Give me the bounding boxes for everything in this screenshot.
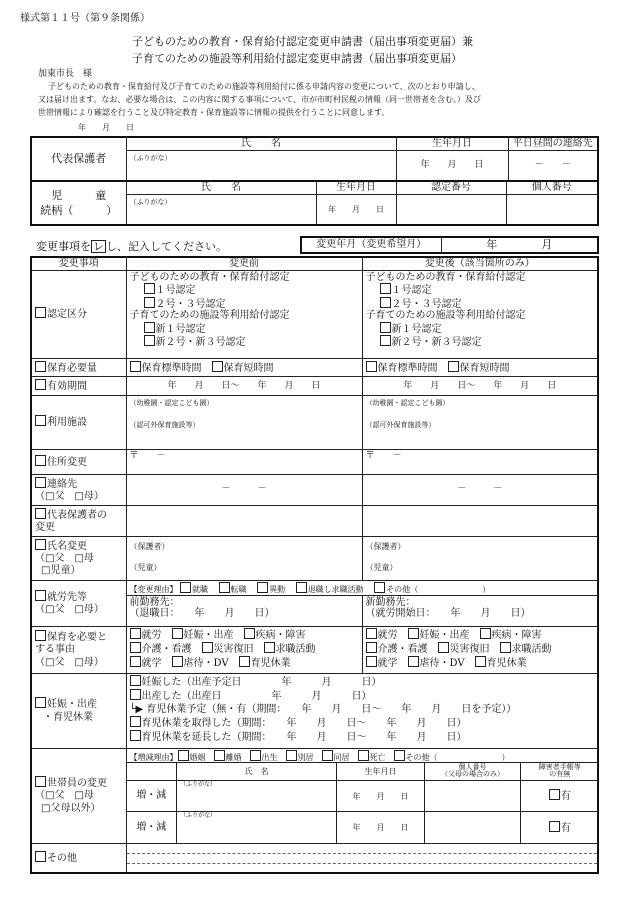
checkbox[interactable]	[380, 335, 391, 346]
work-label: 就労先等	[47, 592, 87, 604]
guardian-contact-field[interactable]: － －	[508, 150, 598, 181]
checkbox[interactable]	[144, 335, 155, 346]
guardian-name-field[interactable]	[126, 150, 396, 181]
change-date-label: 変更年月（変更希望月）	[301, 237, 441, 253]
hoiku-need-before: 保育標準時間 保育短時間	[126, 358, 362, 377]
table-row	[127, 812, 599, 843]
checkbox[interactable]	[35, 307, 46, 318]
validity-item[interactable]	[31, 377, 126, 396]
checkbox[interactable]	[35, 361, 46, 372]
checkbox[interactable]	[35, 455, 46, 466]
checkbox[interactable]	[35, 477, 46, 488]
pregnancy-label: 妊娠・出産	[47, 699, 97, 711]
pregnancy-item[interactable]	[31, 673, 126, 748]
contact-label: 連絡先	[47, 478, 77, 490]
edu-title: 子どものための教育・保育給付認定	[129, 271, 290, 283]
checkbox[interactable]	[239, 656, 250, 667]
application-date: 年 月 日	[78, 123, 134, 132]
checkbox[interactable]	[244, 628, 255, 639]
household-member-table	[127, 763, 599, 843]
intro-line-2: 又は届け出ます。なお、必要な場合は、この内容に関する事項について、市が市町村民税の情報（同一世帯者を含む。）及び	[38, 95, 482, 104]
child-dob-header: 生年月日	[316, 181, 396, 194]
need-reason-sub: （□父 □母）	[35, 656, 104, 668]
child-name-header: 氏 名	[126, 181, 316, 194]
checkbox[interactable]	[219, 582, 230, 593]
checkbox[interactable]	[130, 656, 141, 667]
instruction-check-mark: レ	[93, 240, 104, 253]
checkbox[interactable]	[322, 750, 333, 761]
household-reason-label: 【増減理由】	[129, 752, 178, 762]
other-label: その他	[47, 853, 77, 865]
checkbox[interactable]	[212, 361, 223, 372]
address-before[interactable]: 〒 －	[126, 449, 362, 474]
address-label: 住所変更	[47, 456, 87, 468]
checkbox[interactable]	[366, 628, 377, 639]
inc-dec-header	[127, 763, 177, 781]
checkbox[interactable]	[130, 361, 141, 372]
leave-plan-line: 育児休業予定（無・有（期間： 年 月 日～ 年 月 日を予定））	[146, 704, 517, 716]
name-change-sub-2: □児童）	[41, 565, 81, 576]
rep-guardian-label: 代表保護者の	[47, 509, 107, 521]
member-disability-cell[interactable]: 有	[521, 812, 599, 843]
pregnant-line: 妊娠した（出産予定日 年 月 日）	[141, 676, 382, 688]
checkbox[interactable]	[549, 789, 560, 800]
need-reason-before: 就労 妊娠・出産 疾病・障害 介護・看護 災害復旧 求職活動 就学 虐待・DV 育児休業	[126, 626, 362, 673]
rep-guardian-after[interactable]	[362, 505, 598, 536]
child-cert-field[interactable]	[396, 194, 506, 225]
rep-guardian-item[interactable]	[31, 505, 126, 536]
table-row	[127, 781, 599, 812]
guardian-name-header: 氏 名	[126, 137, 396, 150]
other-field[interactable]	[126, 843, 598, 873]
household-details	[126, 748, 598, 843]
fac-opt1[interactable]: 新１号認定	[366, 322, 595, 336]
hoiku-need-after: 保育標準時間 保育短時間	[362, 358, 598, 377]
edu-title: 子どものための教育・保育給付認定	[365, 271, 526, 283]
checkbox[interactable]	[549, 821, 560, 832]
checkbox[interactable]	[500, 642, 511, 653]
checkbox[interactable]	[130, 642, 141, 653]
col-after-header: 変更後（該当箇所のみ）	[362, 257, 598, 270]
change-date-field[interactable]: 年 月	[441, 237, 598, 253]
checkbox[interactable]	[374, 582, 385, 593]
need-reason-item[interactable]	[31, 626, 126, 673]
household-item[interactable]	[31, 748, 126, 843]
edu-opt1[interactable]: １号認定	[366, 283, 595, 297]
rep-guardian-label-2: 変更	[35, 521, 55, 533]
checkbox[interactable]	[130, 675, 141, 686]
member-id-header: 個人番号 （父母の場合のみ）	[425, 763, 521, 781]
nintei-before	[126, 270, 362, 358]
child-label	[31, 181, 126, 225]
title-line-2: 子育てのための施設等利用給付認定変更申請書（届出事項変更届）	[132, 52, 462, 65]
checkbox[interactable]	[35, 379, 46, 390]
child-dob-field[interactable]: 年 月 日	[316, 194, 396, 225]
pregnancy-details	[126, 673, 598, 748]
checkbox[interactable]	[475, 656, 486, 667]
change-date-table	[300, 236, 599, 254]
validity-before[interactable]: 年 月 日～ 年 月 日	[126, 377, 362, 396]
checkbox[interactable]	[394, 750, 405, 761]
intro-line-3: 世帯情報により確認を行うこと及び特定教育・保育施設等に情報の提供を行うことに同意します。	[38, 108, 390, 117]
name-change-before[interactable]	[126, 536, 362, 580]
change-instruction	[36, 240, 227, 253]
instruction-suffix: し、記入してください。	[106, 240, 227, 253]
checkbox[interactable]	[144, 297, 155, 308]
checkbox[interactable]	[202, 642, 213, 653]
household-sub-2: □父母以外）	[41, 802, 101, 814]
inc-dec-cell[interactable]: 増・減	[127, 781, 177, 812]
other-item[interactable]	[31, 843, 126, 873]
facility-label: 利用施設	[47, 417, 87, 429]
checkbox[interactable]	[35, 630, 46, 641]
leave-extended-line: 育児休業を延長した（期間： 年 月 日～ 年 月 日）	[141, 732, 467, 744]
guardian-label: 代表保護者	[31, 137, 126, 181]
guardian-dob-field[interactable]: 年 月 日	[396, 150, 508, 181]
work-reason-label: 【変更理由】	[129, 584, 178, 594]
need-reason-after: 就労 妊娠・出産 疾病・障害 介護・看護 災害復旧 求職活動 就学 虐待・DV 育児休業	[362, 626, 598, 673]
guardian-table	[30, 136, 599, 182]
contact-before[interactable]: － －	[126, 474, 362, 505]
address-item[interactable]	[31, 449, 126, 474]
checkbox[interactable]	[180, 582, 191, 593]
child-relation: 続柄（ ）	[40, 204, 118, 217]
facility-before[interactable]	[126, 395, 362, 449]
household-label: 世帯員の変更	[47, 777, 107, 789]
name-change-label: 氏名変更	[47, 541, 87, 552]
checkbox[interactable]	[380, 322, 391, 333]
col-before-header: 変更前	[126, 257, 362, 270]
address-after[interactable]: 〒 －	[362, 449, 598, 474]
new-employer-label: 新勤務先：	[365, 596, 416, 608]
checkbox[interactable]	[264, 642, 275, 653]
member-disability-cell[interactable]: 有	[521, 781, 599, 812]
work-item[interactable]	[31, 580, 126, 626]
member-dob-cell[interactable]: 年 月 日	[337, 812, 425, 843]
checkbox[interactable]	[35, 508, 46, 519]
furigana-label: （ふりがな）	[129, 197, 172, 206]
checkbox[interactable]	[35, 539, 46, 550]
edu-opt2[interactable]: ２号・３号認定	[130, 297, 359, 311]
member-name-header: 氏 名	[177, 763, 337, 781]
name-child-label: （児童）	[365, 562, 398, 572]
child-name-field[interactable]	[126, 194, 316, 225]
member-disability-header: 障害者手帳等 の有無	[521, 763, 599, 781]
instruction-prefix: 変更事項を	[36, 240, 91, 253]
col-item-header: 変更事項	[31, 257, 126, 270]
nintei-label: 認定区分	[47, 309, 87, 321]
child-id-header: 個人番号	[506, 181, 598, 194]
member-dob-cell[interactable]: 年 月 日	[337, 781, 425, 812]
prev-employer-label: 前勤務先：	[129, 596, 180, 608]
checkbox[interactable]	[35, 415, 46, 426]
member-id-cell[interactable]	[425, 812, 521, 843]
checkbox[interactable]	[448, 361, 459, 372]
facility-sub-kinder: （幼稚園・認定こども園）	[365, 398, 450, 407]
checkbox[interactable]	[408, 628, 419, 639]
addressee: 加東市長 様	[38, 69, 93, 79]
main-change-table	[30, 256, 599, 874]
fac-title: 子育てのための施設等利用給付認定	[365, 310, 526, 321]
contact-after[interactable]: － －	[362, 474, 598, 505]
need-reason-label-2: する事由	[35, 644, 75, 656]
checkbox[interactable]	[257, 582, 268, 593]
fac-opt2[interactable]: 新２号・新３号認定	[130, 335, 359, 349]
work-reasons: 【変更理由】 就職 転職 異動 退職し求職活動 その他（ ）	[126, 580, 598, 595]
checkbox[interactable]	[35, 851, 46, 862]
checkbox[interactable]	[380, 283, 391, 294]
checkbox[interactable]	[480, 628, 491, 639]
checkbox[interactable]	[438, 642, 449, 653]
guardian-contact-header: 平日昼間の連絡先	[508, 137, 598, 150]
checkbox[interactable]	[214, 750, 225, 761]
guardian-dob-header: 生年月日	[396, 137, 508, 150]
checkbox[interactable]	[172, 656, 183, 667]
edu-opt1[interactable]: １号認定	[130, 283, 359, 297]
member-dob-header: 生年月日	[337, 763, 425, 781]
name-change-after[interactable]	[362, 536, 598, 580]
child-label-main: 児 童	[51, 188, 107, 202]
name-child-label: （児童）	[129, 562, 162, 572]
nintei-item[interactable]	[31, 270, 126, 358]
checkbox[interactable]	[130, 730, 141, 741]
member-id-cell[interactable]	[425, 781, 521, 812]
retire-date: （退職日： 年 月 日）	[129, 608, 275, 620]
checkbox[interactable]	[366, 656, 377, 667]
arrow-right-icon: └▶	[129, 704, 144, 716]
fac-opt2[interactable]: 新２号・新３号認定	[366, 335, 595, 349]
household-sub-1: （□父 □母	[35, 790, 94, 802]
checkbox[interactable]	[366, 642, 377, 653]
member-name-cell[interactable]: （ふりがな）	[177, 812, 337, 843]
contact-item[interactable]	[31, 474, 126, 505]
checkbox[interactable]	[144, 283, 155, 294]
child-cert-header: 認定番号	[396, 181, 506, 194]
checkbox[interactable]	[408, 656, 419, 667]
intro-line-1: 子どものための教育・保育給付及び子育てのための施設等利用給付に係る申請内容の変更について、次のとおり申請し、	[48, 82, 480, 91]
edu-opt2[interactable]: ２号・３号認定	[366, 297, 595, 311]
fac-opt1[interactable]: 新１号認定	[130, 322, 359, 336]
work-after[interactable]	[362, 595, 598, 626]
checkbox[interactable]	[358, 750, 369, 761]
household-reasons: 【増減理由】 婚姻 離婚 出生 別居 同居 死亡 その他（ ）	[127, 749, 598, 763]
name-guardian-label: （保護者）	[129, 541, 170, 551]
checkbox[interactable]	[250, 750, 261, 761]
facility-sub-kinder: （幼稚園・認定こども園）	[129, 398, 214, 407]
furigana-label: （ふりがな）	[129, 153, 172, 162]
name-change-item[interactable]	[31, 536, 126, 580]
checkbox[interactable]	[35, 697, 46, 708]
birth-line: 出産した（出産日 年 月 日）	[141, 690, 372, 702]
facility-after[interactable]	[362, 395, 598, 449]
checkbox[interactable]	[380, 297, 391, 308]
fac-title: 子育てのための施設等利用給付認定	[129, 310, 290, 321]
hoiku-need-label: 保育必要量	[47, 362, 97, 374]
checkbox[interactable]	[172, 628, 183, 639]
work-before[interactable]	[126, 595, 362, 626]
checkbox[interactable]	[296, 582, 307, 593]
inc-dec-cell[interactable]: 増・減	[127, 812, 177, 843]
name-guardian-label: （保護者）	[365, 541, 406, 551]
child-id-field[interactable]	[506, 194, 598, 225]
checkbox[interactable]	[144, 322, 155, 333]
checkbox[interactable]	[178, 750, 189, 761]
name-change-sub-1: （□父 □母	[35, 553, 94, 564]
facility-sub-unlicensed: （認可外保育施設等）	[129, 420, 200, 429]
leave-taken-line: 育児休業を取得した（期間： 年 月 日～ 年 月 日）	[141, 718, 467, 730]
hoiku-need-item[interactable]	[31, 358, 126, 377]
pregnancy-label-2: ・育児休業	[43, 711, 93, 723]
checkbox[interactable]	[130, 689, 141, 700]
checkbox[interactable]	[130, 628, 141, 639]
facility-item[interactable]	[31, 395, 126, 449]
title-line-1: 子どものための教育・保育給付認定変更申請書（届出事項変更届）兼	[132, 35, 473, 48]
member-name-cell[interactable]: （ふりがな）	[177, 781, 337, 812]
form-number: 様式第１１号（第９条関係）	[20, 13, 150, 24]
child-table	[30, 180, 599, 226]
contact-sub: （□父 □母）	[35, 490, 104, 502]
start-date: （就労開始日： 年 月 日）	[365, 608, 531, 620]
checkbox[interactable]	[35, 776, 46, 787]
rep-guardian-before[interactable]	[126, 505, 362, 536]
checkbox[interactable]	[286, 750, 297, 761]
validity-after[interactable]: 年 月 日～ 年 月 日	[362, 377, 598, 396]
nintei-after	[362, 270, 598, 358]
checkbox[interactable]	[35, 590, 46, 601]
checkbox[interactable]	[366, 361, 377, 372]
validity-label: 有効期間	[47, 381, 87, 392]
checkbox[interactable]	[130, 716, 141, 727]
work-sub: （□父 □母）	[35, 604, 104, 616]
need-reason-label: 保育を必要と	[47, 631, 107, 643]
facility-sub-unlicensed: （認可外保育施設等）	[365, 420, 436, 429]
